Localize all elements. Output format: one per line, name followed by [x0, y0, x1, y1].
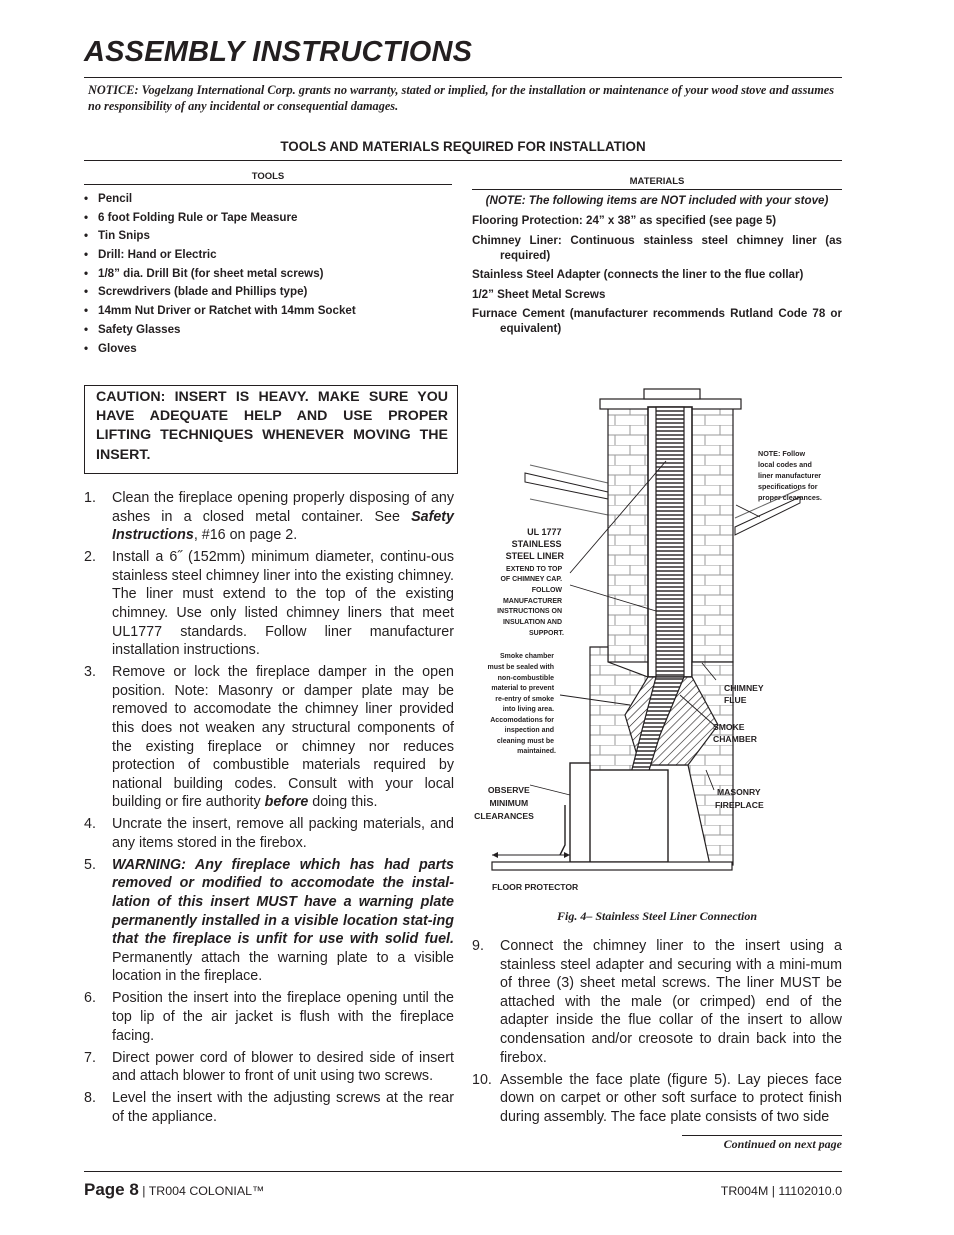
tool-item: • Drill: Hand or Electric: [84, 246, 454, 265]
step-item: [84, 489, 454, 545]
masonry-fireplace-label: MASONRY FIREPLACE: [715, 787, 764, 810]
step-text: Assemble the face plate (figure 5). Lay pieces face down on carpet or other soft surface to protect finish during assembly. The face plate consists of two side: [500, 1071, 842, 1125]
materials-list: [472, 193, 842, 341]
step-number: 9.: [472, 938, 484, 954]
stainless-liner: [656, 407, 684, 677]
step-text: Remove or lock the fireplace damper in the open position. Note: Masonry or damper plate may be removed to accomodate the chimney liner provided this does not weaken any structural components of the existing fireplace or chimney nor reduces protection of combustible materials required by national building codes. Consult with your local building or fire authority: [112, 664, 454, 811]
tools-label-rule: [84, 184, 452, 185]
continued-rule: [682, 1135, 842, 1136]
floor-protector: [492, 862, 732, 870]
step-text-tail: , #16 on page 2.: [193, 527, 298, 544]
step-item: [472, 1071, 842, 1127]
step-number: 3.: [84, 664, 96, 681]
step-item: [84, 856, 454, 986]
step-text-tail: Permanently attach the warning plate to a visible location in the fireplace.: [112, 949, 454, 985]
tool-item: • 14mm Nut Driver or Ratchet with 14mm Socket: [84, 302, 454, 321]
arrow-head: [564, 852, 570, 858]
page-number: Page 8: [84, 1180, 139, 1199]
tool-item: • Gloves: [84, 340, 454, 359]
step-item: [472, 937, 842, 1067]
liner-detail-label: EXTEND TO TOP OF CHIMNEY CAP. FOLLOW MANUFACTURER INSTRUCTIONS ON INSULATION AND SUPPORT.: [497, 566, 564, 637]
materials-label-rule: [472, 189, 842, 190]
material-item: Furnace Cement (manufacturer recommends Rutland Code 78 or equivalent): [472, 307, 842, 335]
step-number: 5.: [84, 856, 96, 873]
step-number: 8.: [84, 1090, 96, 1107]
step-number: 1.: [84, 490, 96, 506]
liner-connection-diagram: [470, 385, 842, 903]
footer-left: [84, 1180, 264, 1200]
insert-face: [570, 763, 590, 862]
step-item: [84, 1049, 454, 1086]
tool-item: • 6 foot Folding Rule or Tape Measure: [84, 209, 454, 228]
step-text: Position the insert into the fireplace opening until the top lip of the air jacket is flush with the fireplace facing.: [112, 990, 454, 1044]
clearance-note: NOTE: Follow local codes and liner manufacturer specifications for proper clearances.: [758, 449, 822, 502]
step-text-tail: doing this.: [308, 794, 378, 811]
step-number: 10.: [472, 1071, 492, 1088]
tools-label: TOOLS: [251, 171, 285, 182]
step-emphasis: WARNING: Any fireplace which has had parts removed or modified to accomodate the instal-lation of this insert MUST have a warning plate permanently installed in a visible location stat-ing that the fireplace is unfit for use with solid fuel.: [112, 856, 454, 948]
tool-item: • Tin Snips: [84, 227, 454, 246]
smoke-chamber-note: Smoke chamber must be sealed with non-combustible material to prevent re-entry of smoke into living area. Accomodations for inspection and cleaning must be maintained.: [487, 653, 556, 755]
step-text: Connect the chimney liner to the insert using a stainless steel adapter and securing with a mini-mum of three (3) sheet metal screws. The liner MUST be attached with the male (or crimped) end of the adapter inside the flue collar of the insert to allow condensation and/or creosote to drain back into the firebox.: [500, 938, 842, 1066]
title-rule: [84, 77, 842, 78]
step-item: [84, 815, 454, 852]
tool-item: • Pencil: [84, 190, 454, 209]
step-number: 4.: [84, 816, 96, 833]
step-number: 2.: [84, 549, 96, 566]
tool-item: • Safety Glasses: [84, 321, 454, 340]
step-emphasis: Safety Instructions: [112, 508, 454, 544]
step-text: Uncrate the insert, remove all packing materials, and any items stored in the firebox.: [112, 816, 454, 851]
document-name: | TR004 COLONIAL™: [138, 1184, 265, 1198]
warranty-notice: NOTICE: Vogelzang International Corp. grants no warranty, stated or implied, for the installation or maintenance of your wood stove and assumes no responsibility of any incidental or consequential damages.: [88, 83, 835, 113]
material-item: 1/2” Sheet Metal Screws: [472, 287, 606, 301]
tool-item: • Screwdrivers (blade and Phillips type): [84, 283, 454, 302]
step-text: Install a 6˝ (152mm) minimum diameter, continu-ous stainless steel chimney liner into the existing chimney. The liner must extend to the top of the existing chimney. Use only listed chimney liners that meet UL1777 standards. Follow liner manufacturer installation instructions.: [112, 549, 454, 659]
tools-materials-heading: TOOLS AND MATERIALS REQUIRED FOR INSTALLATION: [280, 139, 646, 154]
liner-title-label: UL 1777 STAINLESS STEEL LINER: [505, 527, 564, 561]
smoke-chamber-label: SMOKE CHAMBER: [713, 722, 757, 744]
insert: [588, 770, 668, 862]
arrow-head: [492, 852, 498, 858]
materials-note: (NOTE: The following items are NOT included with your stove): [485, 194, 829, 207]
document-code: TR004M | 11102010.0: [720, 1184, 842, 1198]
clearances-label: OBSERVE MINIMUM CLEARANCES: [474, 785, 534, 821]
caution-box: CAUTION: INSERT IS HEAVY. MAKE SURE YOU HAVE ADEQUATE HELP AND USE PROPER LIFTING TECHNIQUES WHENEVER MOVING THE INSERT.: [84, 385, 458, 474]
step-emphasis: before: [264, 794, 309, 811]
material-item: Chimney Liner: Continuous stainless steel chimney liner (as required): [472, 233, 842, 262]
step-item: [84, 989, 454, 1045]
step-text: Clean the fireplace opening properly disposing of any ashes in a closed metal container. See: [112, 490, 454, 525]
figure-caption: Fig. 4– Stainless Steel Liner Connection: [556, 909, 758, 923]
tool-item: • 1/8” dia. Drill Bit (for sheet metal screws): [84, 265, 454, 284]
steps-list-right: [472, 937, 842, 1130]
blower-cord: [560, 805, 565, 855]
tools-list: [84, 190, 454, 358]
chimney-flue-label: CHIMNEY FLUE: [724, 683, 764, 705]
material-item: Stainless Steel Adapter (connects the liner to the flue collar): [472, 268, 804, 281]
step-number: 6.: [84, 990, 96, 1007]
step-text: Direct power cord of blower to desired side of insert and attach blower to front of unit using two screws.: [112, 1049, 454, 1085]
continued-note: Continued on next page: [723, 1137, 842, 1151]
page-title: ASSEMBLY INSTRUCTIONS: [84, 36, 473, 68]
tools-heading-rule: [84, 160, 842, 161]
steps-list-left: [84, 489, 454, 1130]
liner-cap: [644, 389, 700, 399]
step-number: 7.: [84, 1049, 96, 1066]
floor-protector-label: FLOOR PROTECTOR: [492, 882, 579, 892]
step-text: Level the insert with the adjusting screws at the rear of the appliance.: [112, 1090, 454, 1125]
step-item: [84, 663, 454, 812]
step-item: [84, 548, 454, 660]
footer-rule: [84, 1171, 842, 1172]
step-item: [84, 1089, 454, 1126]
roof-left: [525, 465, 608, 515]
materials-label: MATERIALS: [629, 176, 685, 187]
material-item: Flooring Protection: 24” x 38” as specified (see page 5): [472, 214, 777, 227]
